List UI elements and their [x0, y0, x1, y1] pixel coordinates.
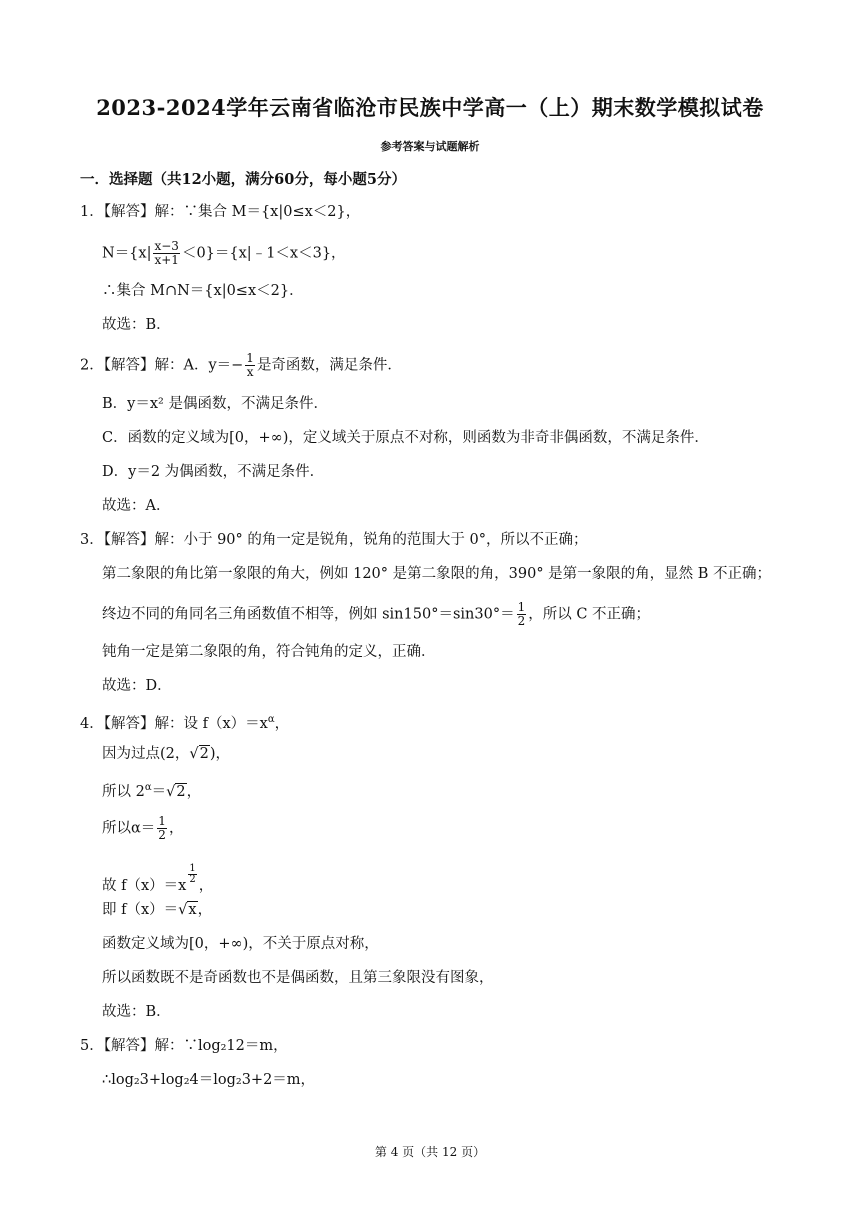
q2-a-num: 1: [246, 351, 254, 365]
q5-line-1: 5．【解答】解：∵log₂12＝m，: [80, 1038, 288, 1054]
q3-line-3: [102, 601, 650, 628]
q4-l5-num: 1: [189, 863, 196, 874]
page-subtitle: 参考答案与试题解析: [380, 140, 480, 153]
q1-n-prefix: N＝{x|: [102, 245, 152, 262]
q3-line-1: 3．【解答】解：小于 90° 的角一定是锐角，锐角的范围大于 0°，所以不正确；: [80, 532, 588, 548]
q2-choice: 故选：A．: [102, 498, 171, 514]
q2-option-d: D．y＝2 为偶函数，不满足条件．: [102, 464, 325, 480]
q4-l4-num: 1: [158, 814, 166, 828]
q2-option-b: B．y＝x² 是偶函数，不满足条件．: [102, 396, 328, 412]
q4-l3-sup: α: [144, 782, 152, 793]
q2-a-tail: 是奇函数，满足条件．: [256, 357, 402, 374]
q4-line-7: 函数定义域为[0，+∞)，不关于原点对称，: [102, 936, 379, 952]
q4-l5-pre: 故 f（x）＝x: [102, 878, 187, 894]
q5-line-2: ∴log₂3+log₂4＝log₂3+2＝m，: [102, 1072, 316, 1088]
q1-n-suffix: ＜0}＝{x|﹣1＜x＜3}，: [181, 245, 346, 262]
q4-l4-tail: ，: [168, 820, 184, 837]
q4-line-8: 所以函数既不是奇函数也不是偶函数，且第三象限没有图象，: [102, 970, 494, 986]
q3-line-4: 钝角一定是第二象限的角，符合钝角的定义，正确．: [102, 644, 436, 660]
q4-line-6: [102, 900, 212, 920]
q4-l6-rad: x: [188, 902, 197, 918]
q4-l2-pre: 因为过点(2，: [102, 746, 190, 762]
q4-l3-sqrt-sign: √: [166, 783, 176, 800]
q1-line-2: [102, 240, 346, 267]
q2-a-fraction: [245, 352, 255, 379]
q4-line-3: [102, 778, 201, 802]
q4-head-sup: α: [267, 714, 275, 725]
q3-l3-pre: 终边不同的角同名三角函数值不相等，例如 sin150°＝sin30°＝: [102, 606, 515, 623]
q4-l3-rad: 2: [176, 783, 186, 800]
q4-line-2: [102, 744, 230, 764]
q4-l4-fraction: [157, 815, 167, 842]
q2-line-1: [80, 352, 402, 379]
page-title: 2023-2024学年云南省临沧市民族中学高一（上）期末数学模拟试卷: [96, 95, 764, 120]
q4-line-1: [80, 710, 289, 734]
q4-line-4: [102, 815, 183, 842]
q1-n-den: x+1: [154, 253, 179, 267]
q1-result: ∴集合 M∩N＝{x|0≤x＜2}．: [102, 283, 304, 299]
q2-head: 2．【解答】解：A．y＝−: [80, 357, 244, 374]
q4-head: 4．【解答】解：设 f（x）＝x: [80, 715, 268, 732]
q4-l2-tail: )，: [209, 746, 231, 762]
q1-line-1: [80, 202, 360, 222]
q2-option-c: C．函数的定义域为[0，+∞)，定义域关于原点不对称，则函数为非奇非偶函数，不满足条件．: [102, 430, 709, 446]
q4-l3-mid: ＝: [151, 783, 167, 800]
q3-l3-tail: ，所以 C 不正确；: [528, 606, 651, 623]
q4-choice: 故选：B．: [102, 1004, 171, 1020]
q1-choice: 故选：B．: [102, 317, 171, 333]
q3-fraction: [517, 601, 527, 628]
q3-choice: 故选：D．: [102, 678, 172, 694]
q3-l3-den: 2: [517, 614, 526, 628]
q3-l3-num: 1: [517, 600, 526, 614]
q1-set-m: M＝{x|0≤x＜2}，: [231, 204, 361, 220]
q1-n-fraction: [153, 240, 179, 267]
q4-l5-tail: ，: [198, 878, 214, 894]
q4-l5-den: 2: [189, 874, 196, 885]
q1-head: 1．【解答】解：∵集合: [80, 204, 227, 220]
q1-n-num: x−3: [154, 239, 179, 253]
q4-l3-tail: ，: [186, 783, 202, 800]
q4-l4-pre: 所以α＝: [102, 820, 156, 837]
q3-line-2: 第二象限的角比第一象限的角大，例如 120° 是第二象限的角，390° 是第一象限的角，显然 B 不正确；: [102, 566, 772, 582]
q4-l3-pre: 所以 2: [102, 783, 145, 800]
page-footer: 第 4 页（共 12 页）: [374, 1145, 486, 1159]
q4-l2-rad: 2: [199, 746, 209, 762]
section-heading: 一．选择题（共12小题，满分60分，每小题5分）: [80, 171, 406, 188]
q4-head-tail: ，: [274, 715, 290, 732]
q2-a-den: x: [246, 365, 254, 379]
q4-l5-exponent: [188, 864, 196, 885]
q4-l6-sqrt-sign: √: [178, 902, 188, 918]
q4-l6-tail: ，: [197, 902, 213, 918]
q4-l2-sqrt-sign: √: [189, 746, 199, 762]
q4-line-5: [102, 864, 213, 896]
q4-l6-pre: 即 f（x）＝: [102, 902, 179, 918]
q4-l4-den: 2: [158, 828, 166, 842]
